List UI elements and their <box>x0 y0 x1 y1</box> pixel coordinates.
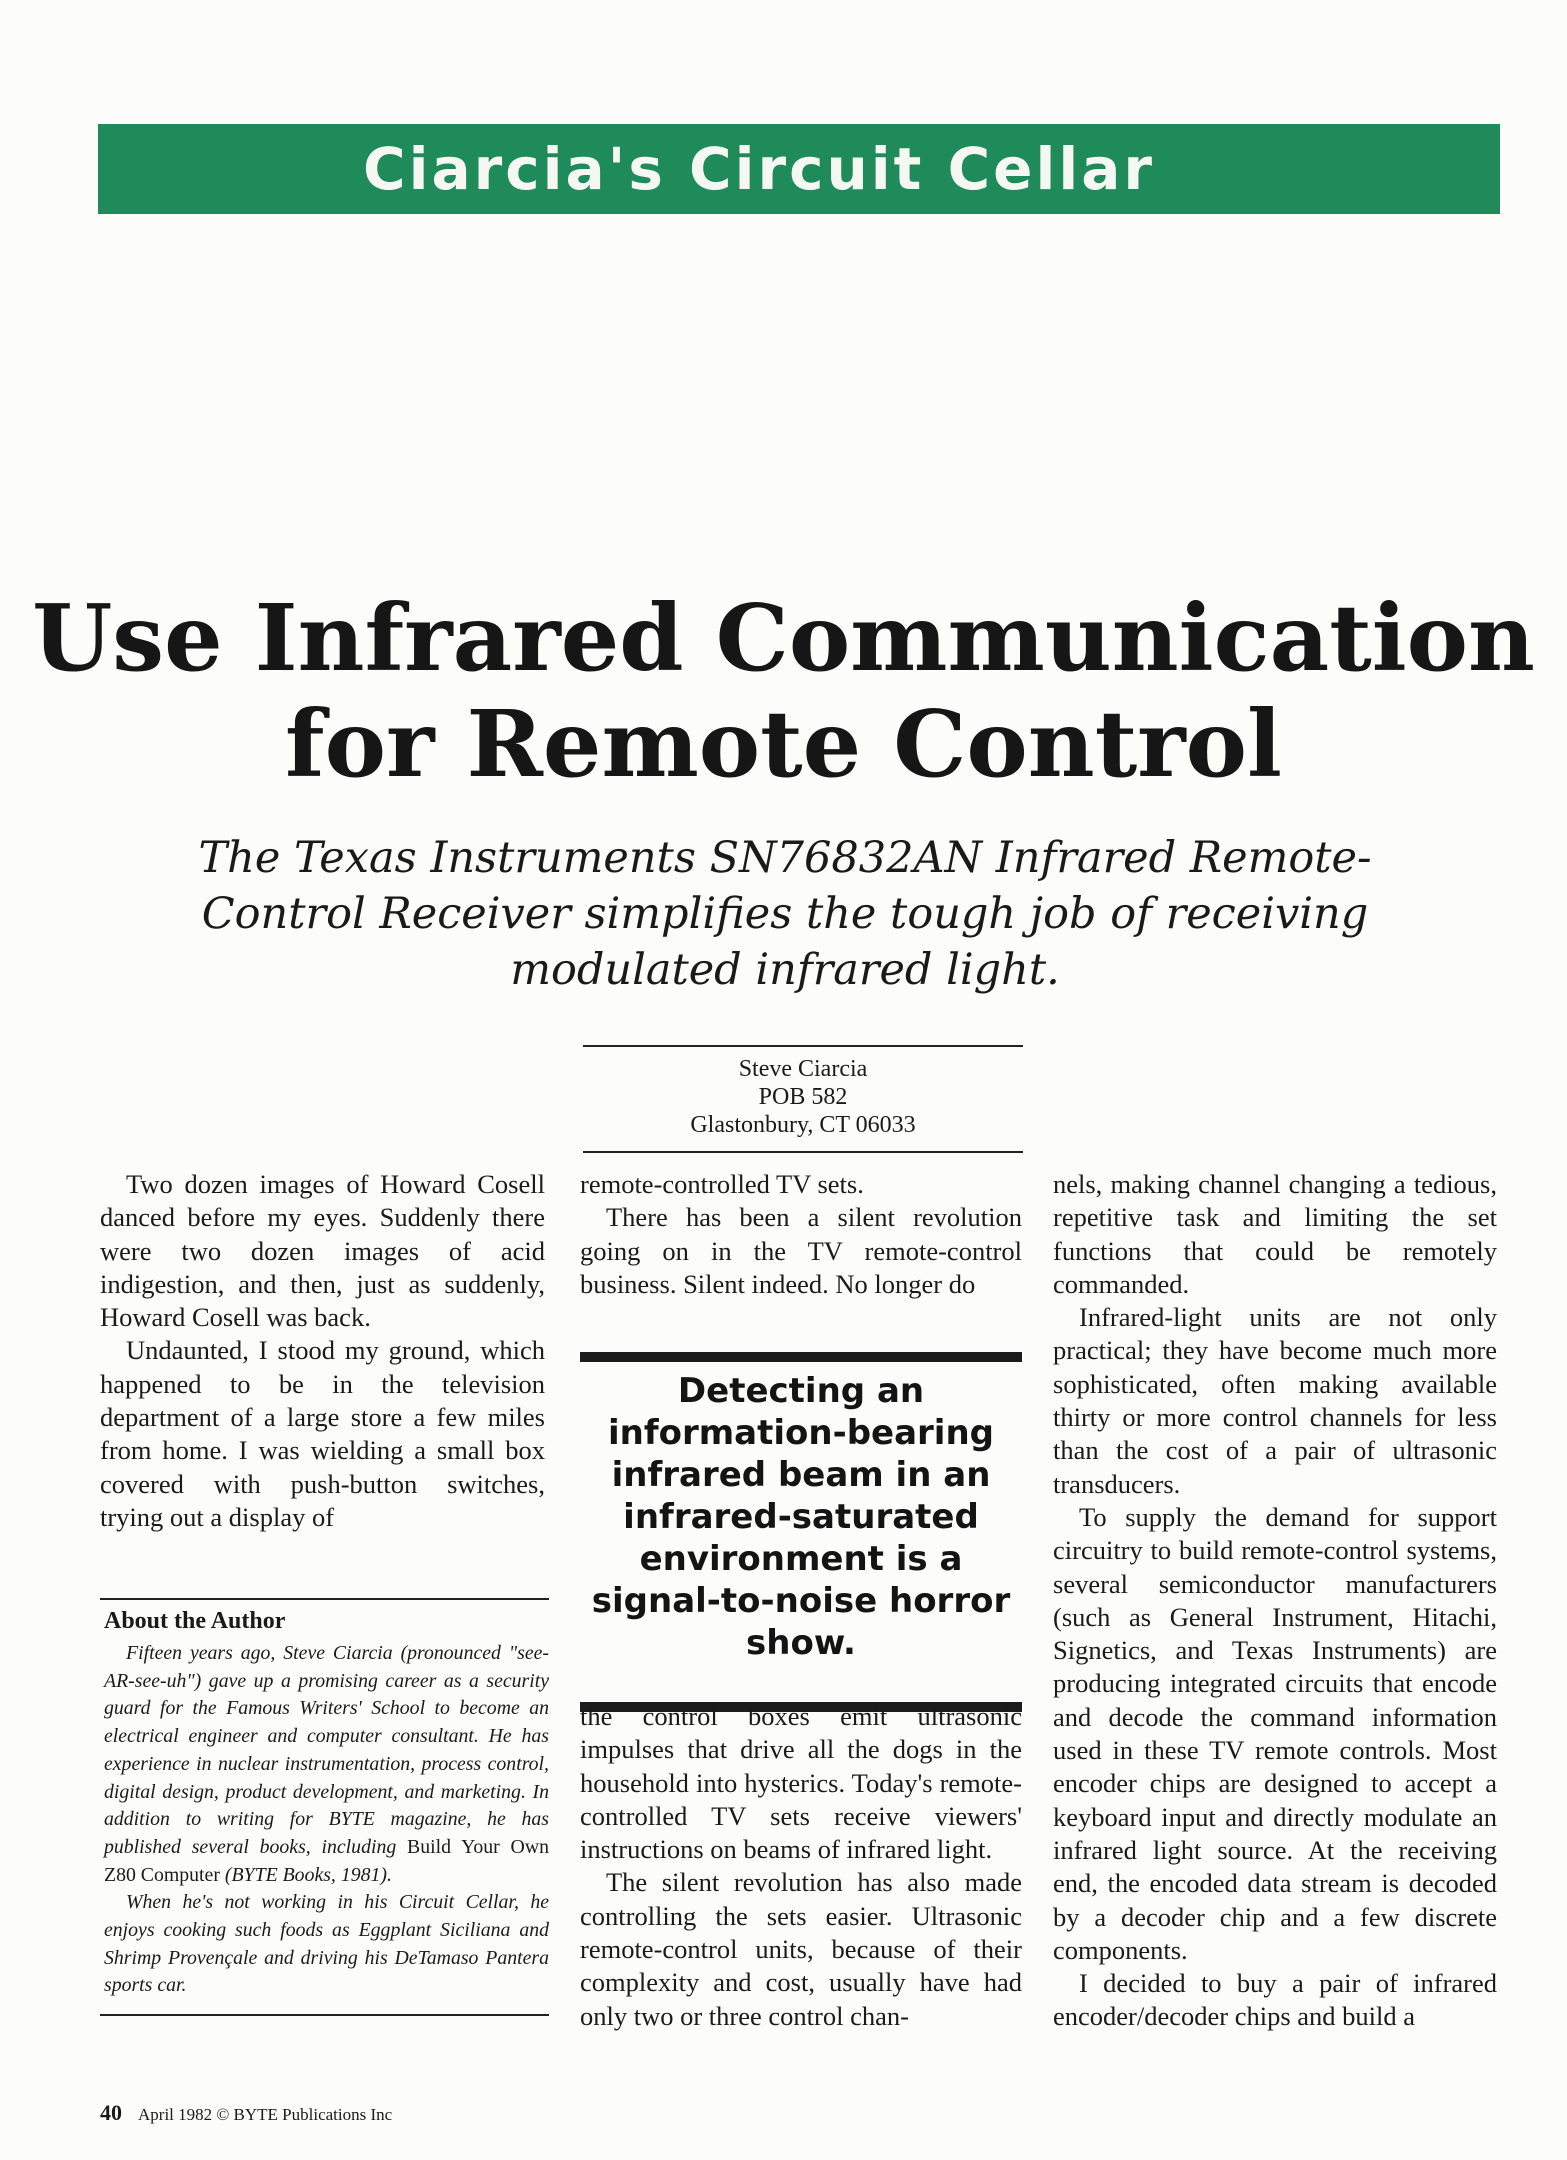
issue-info: April 1982 © BYTE Publications Inc <box>138 2105 393 2124</box>
article-title-line-1: Use Infrared Communication <box>32 584 1535 692</box>
paragraph: I decided to buy a pair of infrared encoder/decoder chips and build a <box>1053 1968 1497 2032</box>
about-paragraph-2: When he's not working in his Circuit Cellar, he enjoys cooking such foods as Eggplant Siciliana and Shrimp Provençale and driving his DeTamaso Pantera sports car. <box>104 1891 549 1997</box>
about-paragraph-1 <box>100 1640 549 1889</box>
author-city: Glastonbury, CT 06033 <box>690 1112 916 1138</box>
paragraph: Two dozen images of Howard Cosell danced before my eyes. Suddenly there were two dozen images of acid indigestion, and then, just as suddenly, Howard Cosell was back. <box>100 1169 545 1333</box>
paragraph: Undaunted, I stood my ground, which happened to be in the television department of a large store a few miles from home. I was wielding a small box covered with push-button switches, trying out a display of <box>100 1335 545 1532</box>
paragraph: remote-controlled TV sets. <box>580 1169 864 1199</box>
page-footer <box>100 2100 392 2126</box>
about-the-author-box <box>100 1598 549 2016</box>
paragraph: Infrared-light units are not only practical; they have become much more sophisticated, often making available thirty or more control channels for less than the cost of a pair of ultrasonic transducers. <box>1053 1302 1497 1499</box>
byline <box>583 1045 1023 1153</box>
pull-quote <box>580 1352 1022 1712</box>
body-column-2-top <box>580 1168 1022 1301</box>
about-heading: About the Author <box>104 1608 286 1634</box>
article-title <box>0 585 1567 797</box>
pull-quote-text: Detecting an information-bearing infrared beam in an infrared-saturated environment is a signal-to-noise horror show. <box>591 1371 1011 1663</box>
section-banner <box>98 124 1500 214</box>
paragraph: nels, making channel changing a tedious, repetitive task and limiting the set functions that could be remotely commanded. <box>1053 1169 1497 1299</box>
article-subtitle: The Texas Instruments SN76832AN Infrared Remote-Control Receiver simplifies the tough job of receiving modulated infrared light. <box>198 833 1372 995</box>
paragraph: The silent revolution has also made controlling the sets easier. Ultrasonic remote-control units, because of their complexity and cost, usually have had only two or three control chan- <box>580 1867 1022 2031</box>
paragraph: To supply the demand for support circuitry to build remote-control systems, several semiconductor manufacturers (such as General Instrument, Hitachi, Signetics, and Texas Instruments) are producing integrated circuits that encode and decode the command information used in these TV remote controls. Most encoder chips are designed to accept a keyboard input and directly modulate an infrared light source. At the receiving end, the encoded data stream is decoded by a decoder chip and a few discrete components. <box>1053 1501 1497 1965</box>
about-text: Fifteen years ago, Steve Ciarcia (pronounced "see-AR-see-uh") gave up a promising career as a security guard for the Famous Writers' School to become an electrical engineer and computer consultant. He has experience in nuclear instrumentation, process control, digital design, product development, and marketing. In addition to writing for BYTE magazine, he has published several books, including <box>104 1642 549 1858</box>
book-title: Build Your Own Z80 Computer <box>104 1835 549 1886</box>
author-address: POB 582 <box>758 1084 848 1110</box>
page-number: 40 <box>100 2100 122 2125</box>
article-title-line-2: for Remote Control <box>285 690 1282 798</box>
body-column-2-bottom <box>580 1700 1022 2033</box>
paragraph: There has been a silent revolution going on in the TV remote-control business. Silent indeed. No longer do <box>580 1202 1022 1299</box>
body-column-1 <box>100 1168 545 1534</box>
about-text: (BYTE Books, 1981). <box>224 1863 392 1886</box>
paragraph: the control boxes emit ultrasonic impulses that drive all the dogs in the household into hysterics. Today's remote-controlled TV sets receive viewers' instructions on beams of infrared light. <box>580 1701 1022 1865</box>
section-title: Ciarcia's Circuit Cellar <box>363 135 1155 203</box>
body-column-3 <box>1053 1168 1497 2034</box>
pull-quote-top-rule <box>580 1352 1022 1362</box>
author-name: Steve Ciarcia <box>738 1056 868 1082</box>
